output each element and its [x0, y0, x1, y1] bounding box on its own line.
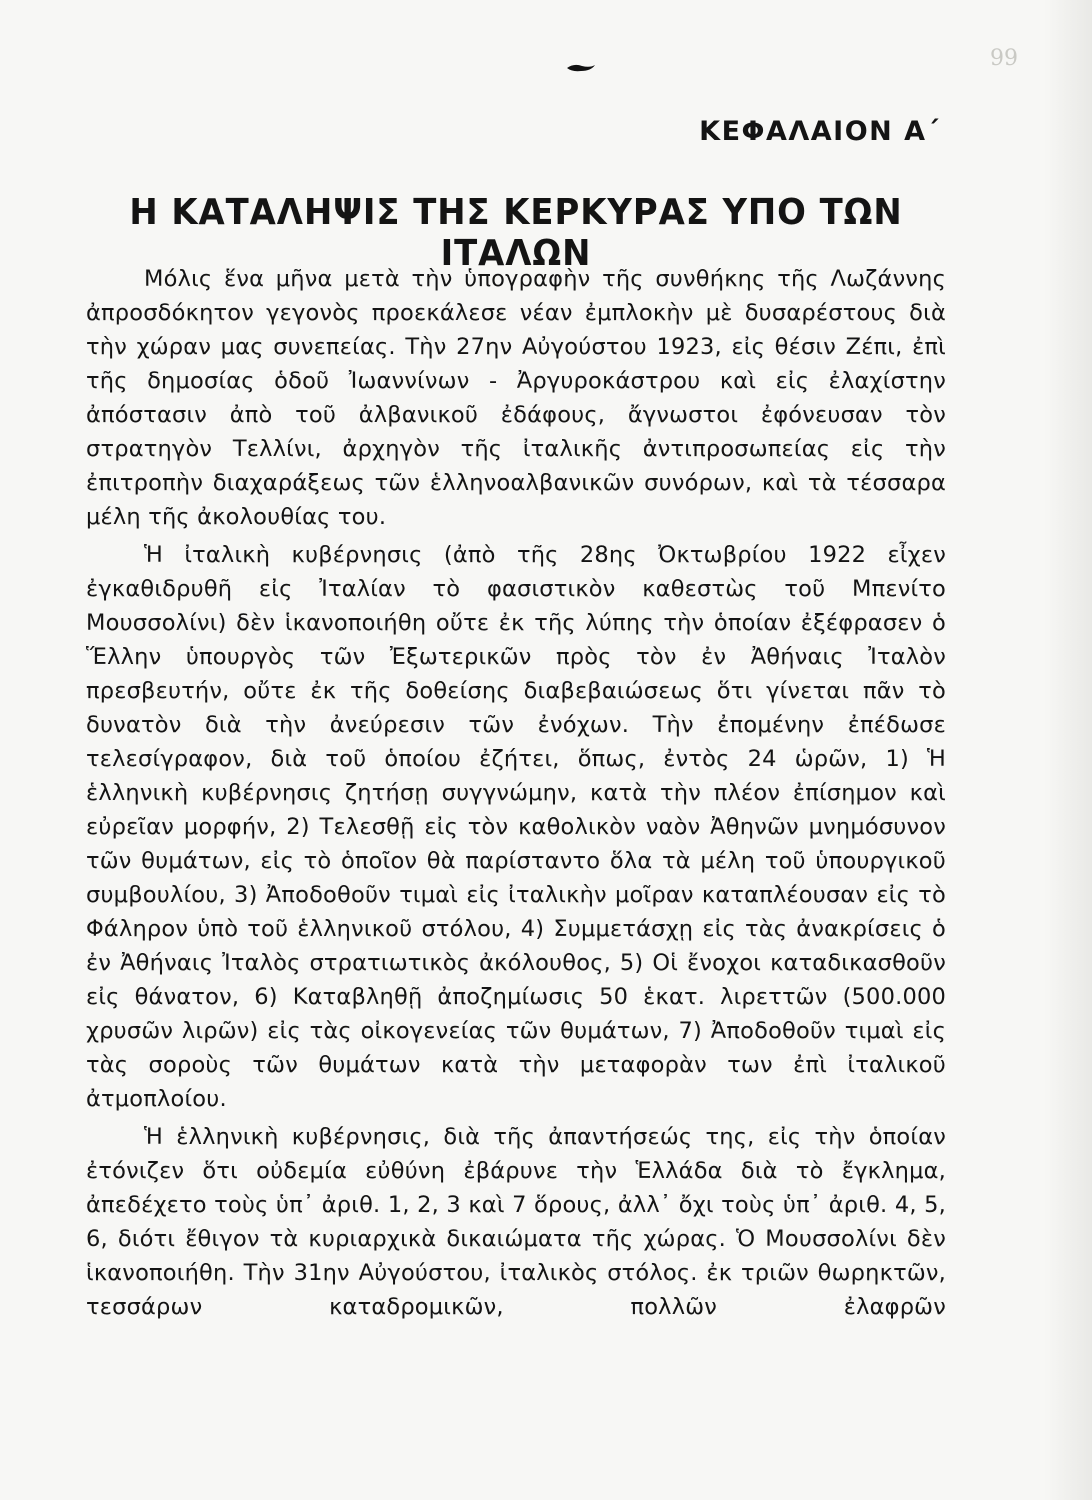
ink-mark — [566, 62, 596, 74]
page-number: 99 — [990, 46, 1018, 71]
chapter-title: Η ΚΑΤΑΛΗΨΙΣ ΤΗΣ ΚΕΡΚΥΡΑΣ ΥΠΟ ΤΩΝ ΙΤΑΛΩΝ — [129, 192, 903, 274]
page-edge — [1044, 0, 1092, 1500]
paragraph: Μόλις ἕνα μῆνα μετὰ τὴν ὑπογραφὴν τῆς συνθήκης τῆς Λωζάννης ἀπροσδόκητον γεγονὸς προεκάλεσε νέαν ἐμπλοκὴν μὲ δυσαρέστους διὰ τὴν χώραν μας συνεπείας. Τὴν 27ην Αὐγούστου 1923, εἰς θέσιν Ζέπι, ἐπὶ τῆς δημοσίας ὁδοῦ Ἰωαννίνων - Ἀργυροκάστρου καὶ εἰς ἐλαχίστην ἀπόστασιν ἀπὸ τοῦ ἀλβανικοῦ ἐδάφους, ἄγνωστοι ἐφόνευσαν τὸν στρατηγὸν Τελλίνι, ἀρχηγὸν τῆς ἰταλικῆς ἀντιπροσωπείας εἰς τὴν ἐπιτροπὴν διαχαράξεως τῶν ἑλληνοαλβανικῶν συνόρων, καὶ τὰ τέσσαρα μέλη τῆς ἀκολουθίας του. — [86, 266, 946, 530]
paragraph: Ἡ ἰταλικὴ κυβέρνησις (ἀπὸ τῆς 28ης Ὀκτωβρίου 1922 εἶχεν ἐγκαθιδρυθῆ εἰς Ἰταλίαν τὸ φασιστικὸν καθεστὼς τοῦ Μπενίτο Μουσσολίνι) δὲν ἱκανοποιήθη οὔτε ἐκ τῆς λύπης τὴν ὁποίαν ἐξέφρασεν ὁ Ἕλλην ὑπουργὸς τῶν Ἐξωτερικῶν πρὸς τὸν ἐν Ἀθήναις Ἰταλὸν πρεσβευτήν, οὔτε ἐκ τῆς δοθείσης διαβεβαιώσεως ὅτι γίνεται πᾶν τὸ δυνατὸν διὰ τὴν ἀνεύρεσιν τῶν ἐνόχων. Τὴν ἐπομένην ἐπέδωσε τελεσίγραφον, διὰ τοῦ ὁποίου ἐζήτει, ὅπως, ἐντὸς 24 ὡρῶν, 1) Ἡ ἑλληνικὴ κυβέρνησις ζητήσῃ συγγνώμην, κατὰ τὴν πλέον ἐπίσημον καὶ εὐρεῖαν μορφήν, 2) Τελεσθῇ εἰς τὸν καθολικὸν ναὸν Ἀθηνῶν μνημόσυνον τῶν θυμάτων, εἰς τὸ ὁποῖον θὰ παρίσταντο ὅλα τὰ μέλη τοῦ ὑπουργικοῦ συμβουλίου, 3) Ἀποδοθοῦν τιμαὶ εἰς ἰταλικὴν μοῖραν καταπλέουσαν εἰς τὸ Φάληρον ὑπὸ τοῦ ἑλληνικοῦ στόλου, 4) Συμμετάσχῃ εἰς τὰς ἀνακρίσεις ὁ ἐν Ἀθήναις Ἰταλὸς στρατιωτικὸς ἀκόλουθος, 5) Οἱ ἔνοχοι καταδικασθοῦν εἰς θάνατον, 6) Καταβληθῇ ἀποζημίωσις 50 ἑκατ. λιρεττῶν (500.000 χρυσῶν λιρῶν) εἰς τὰς οἰκογενείας τῶν θυμάτων, 7) Ἀποδοθοῦν τιμαὶ εἰς τὰς σοροὺς τῶν θυμάτων κατὰ τὴν μεταφορὰν των ἐπὶ ἰταλικοῦ ἀτμοπλοίου. — [86, 542, 946, 1112]
chapter-label: ΚΕΦΑΛΑΙΟΝ Α΄ — [699, 116, 940, 147]
body-text — [86, 262, 946, 1324]
paragraph: Ἡ ἑλληνικὴ κυβέρνησις, διὰ τῆς ἀπαντήσεώς της, εἰς τὴν ὁποίαν ἐτόνιζεν ὅτι οὐδεμία εὐθύνη ἐβάρυνε τὴν Ἑλλάδα διὰ τὸ ἔγκλημα, ἀπεδέχετο τοὺς ὑπ᾽ ἀριθ. 1, 2, 3 καὶ 7 ὅρους, ἀλλ᾽ ὄχι τοὺς ὑπ᾽ ἀριθ. 4, 5, 6, διότι ἔθιγον τὰ κυριαρχικὰ δικαιώματα τῆς χώρας. Ὁ Μουσσολίνι δὲν ἱκανοποιήθη. Τὴν 31ην Αὐγούστου, ἰταλικὸς στόλος. ἐκ τριῶν θωρηκτῶν, τεσσάρων καταδρομικῶν, πολλῶν ἐλαφρῶν — [86, 1124, 946, 1320]
